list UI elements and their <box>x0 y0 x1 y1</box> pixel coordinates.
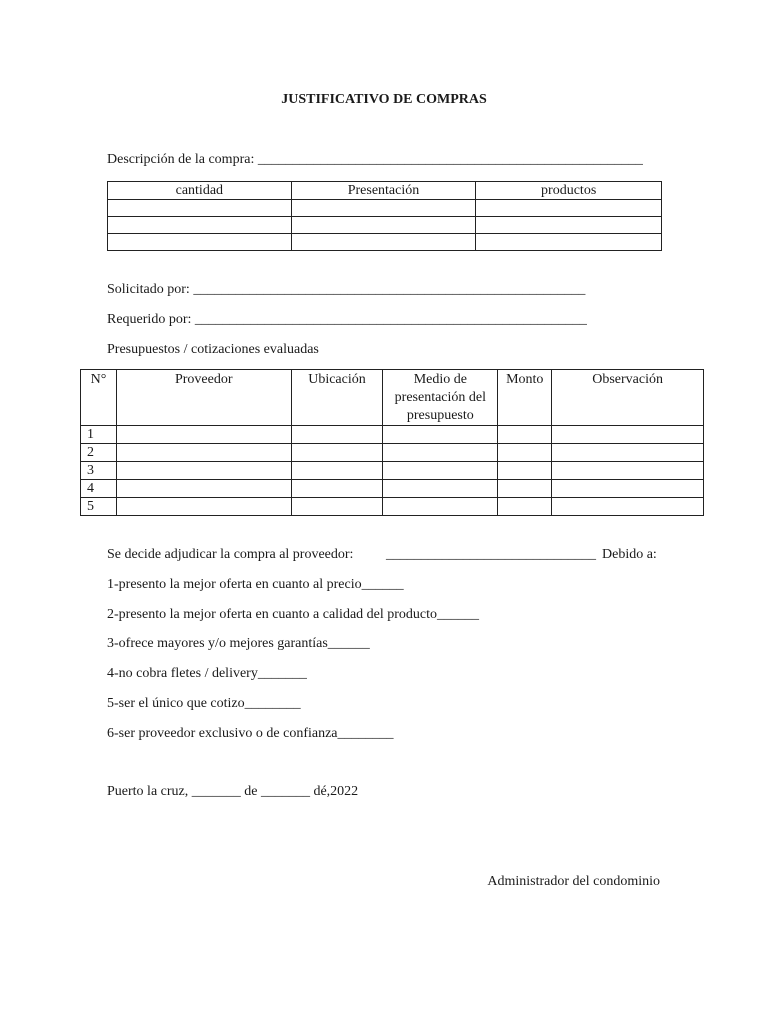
table-row <box>108 234 662 251</box>
presupuestos-label: Presupuestos / cotizaciones evaluadas <box>107 342 319 357</box>
table-row <box>81 462 704 480</box>
table-cell <box>116 498 291 516</box>
debido-label: Debido a: <box>602 547 657 562</box>
column-header-proveedor: Proveedor <box>116 370 291 426</box>
table-row <box>81 426 704 444</box>
table-cell <box>108 217 292 234</box>
document-title: JUSTIFICATIVO DE COMPRAS <box>281 92 487 107</box>
table-cell <box>108 200 292 217</box>
table-header-row <box>81 370 704 426</box>
table-cell <box>498 480 552 498</box>
column-header-ubicacion: Ubicación <box>291 370 383 426</box>
solicitado-field: Solicitado por: ________________________________________________________ <box>107 282 586 297</box>
table-cell <box>498 498 552 516</box>
row-number: 5 <box>81 498 117 516</box>
table-cell <box>383 426 498 444</box>
reason-item: 1-presento la mejor oferta en cuanto al precio______ <box>107 577 404 592</box>
column-header-medio: Medio de presentación del presupuesto <box>383 370 498 426</box>
date-line: Puerto la cruz, _______ de _______ dé,2022 <box>107 784 359 799</box>
table-cell <box>116 462 291 480</box>
table-cell <box>498 426 552 444</box>
table-cell <box>291 462 383 480</box>
description-field: Descripción de la compra: _______________________________________________________ <box>107 152 643 167</box>
table-cell <box>108 234 292 251</box>
row-number: 4 <box>81 480 117 498</box>
table-cell <box>476 217 662 234</box>
table-cell <box>291 498 383 516</box>
reason-item: 6-ser proveedor exclusivo o de confianza________ <box>107 726 394 741</box>
table-cell <box>116 444 291 462</box>
column-header-observacion: Observación <box>552 370 704 426</box>
table-cell <box>383 498 498 516</box>
table-cell <box>291 480 383 498</box>
column-header-presentacion: Presentación <box>291 182 476 200</box>
reason-item: 5-ser el único que cotizo________ <box>107 696 301 711</box>
row-number: 1 <box>81 426 117 444</box>
table-cell <box>383 462 498 480</box>
requerido-field: Requerido por: ________________________________________________________ <box>107 312 587 327</box>
table-cell <box>498 462 552 480</box>
table-row <box>108 200 662 217</box>
table-cell <box>383 444 498 462</box>
column-header-cantidad: cantidad <box>108 182 292 200</box>
reason-item: 3-ofrece mayores y/o mejores garantías______ <box>107 636 370 651</box>
table-row <box>81 498 704 516</box>
purchase-items-table <box>107 181 662 251</box>
table-cell <box>552 480 704 498</box>
table-cell <box>116 480 291 498</box>
table-cell <box>552 444 704 462</box>
table-cell <box>383 480 498 498</box>
table-cell <box>291 426 383 444</box>
table-header-row <box>108 182 662 200</box>
table-cell <box>291 217 476 234</box>
table-cell <box>291 200 476 217</box>
adjudicar-blank: ______________________________ <box>386 547 596 562</box>
table-row <box>81 480 704 498</box>
table-cell <box>552 426 704 444</box>
table-cell <box>116 426 291 444</box>
table-cell <box>552 498 704 516</box>
table-cell <box>291 444 383 462</box>
row-number: 2 <box>81 444 117 462</box>
adjudicar-label: Se decide adjudicar la compra al proveedor: <box>107 547 354 562</box>
reason-item: 4-no cobra fletes / delivery_______ <box>107 666 307 681</box>
quotes-table <box>80 369 704 516</box>
table-cell <box>552 462 704 480</box>
table-cell <box>291 234 476 251</box>
table-row <box>81 444 704 462</box>
column-header-numero: N° <box>81 370 117 426</box>
row-number: 3 <box>81 462 117 480</box>
column-header-monto: Monto <box>498 370 552 426</box>
table-cell <box>498 444 552 462</box>
table-row <box>108 217 662 234</box>
table-cell <box>476 200 662 217</box>
table-cell <box>476 234 662 251</box>
column-header-productos: productos <box>476 182 662 200</box>
signature-label: Administrador del condominio <box>487 874 660 889</box>
reason-item: 2-presento la mejor oferta en cuanto a calidad del producto______ <box>107 607 480 622</box>
